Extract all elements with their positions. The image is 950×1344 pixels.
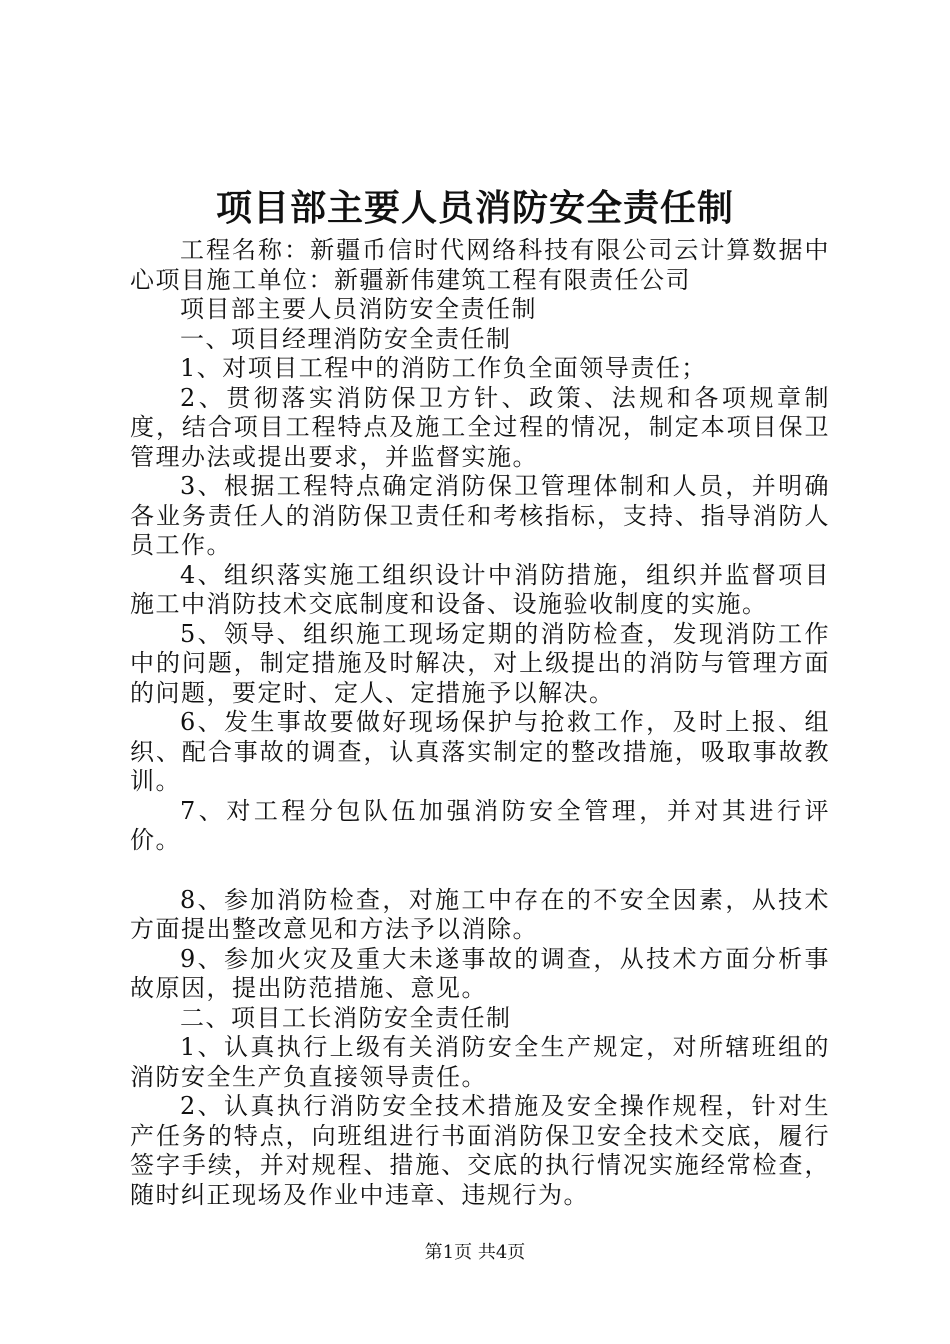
document-title: 项目部主要人员消防安全责任制: [215, 188, 734, 229]
paragraph-item-2: 2、贯彻落实消防保卫方针、政策、法规和各项规章制度，结合项目工程特点及施工全过程的情况，制定本项目保卫管理办法或提出要求，并监督实施。: [130, 383, 830, 471]
paragraph-item-8: 8、参加消防检查，对施工中存在的不安全因素，从技术方面提出整改意见和方法予以消除。: [130, 885, 830, 943]
paragraph-item-3: 3、根据工程特点确定消防保卫管理体制和人员，并明确各业务责任人的消防保卫责任和考核指标，支持、指导消防人员工作。: [130, 472, 830, 559]
section-heading-manager: 一、项目经理消防安全责任制: [180, 324, 512, 353]
paragraph-item-9: 9、参加火灾及重大未遂事故的调查，从技术方面分析事故原因，提出防范措施、意见。: [130, 944, 830, 1002]
paragraph-foreman-item-2: 2、认真执行消防安全技术措施及安全操作规程，针对生产任务的特点，向班组进行书面消防保卫安全技术交底，履行签字手续，并对规程、措施、交底的执行情况实施经常检查，随时纠正现场及作业中违章、违规行为。: [130, 1092, 830, 1209]
document-body: [130, 236, 830, 1210]
paragraph-project-info: 工程名称：新疆币信时代网络科技有限公司云计算数据中心项目施工单位：新疆新伟建筑工程有限责任公司: [130, 236, 830, 294]
paragraph-item-1: 1、对项目工程中的消防工作负全面领导责任；: [180, 354, 707, 382]
paragraph-item-4: 4、组织落实施工组织设计中消防措施，组织并监督项目施工中消防技术交底制度和设备、设施验收制度的实施。: [130, 560, 830, 618]
paragraph-subtitle: 项目部主要人员消防安全责任制: [180, 295, 537, 323]
section-heading-foreman: 二、项目工长消防安全责任制: [180, 1003, 512, 1032]
paragraph-item-7: 7、对工程分包队伍加强消防安全管理，并对其进行评价。: [130, 796, 830, 854]
paragraph-item-5: 5、领导、组织施工现场定期的消防检查，发现消防工作中的问题，制定措施及时解决，对上级提出的消防与管理方面的问题，要定时、定人、定措施予以解决。: [130, 619, 830, 707]
page-footer: 第1页 共4页: [424, 1242, 526, 1263]
paragraph-item-6: 6、发生事故要做好现场保护与抢救工作，及时上报、组织、配合事故的调查，认真落实制定的整改措施，吸取事故教训。: [130, 708, 830, 795]
paragraph-gap: [130, 856, 830, 886]
paragraph-foreman-item-1: 1、认真执行上级有关消防安全生产规定，对所辖班组的消防安全生产负直接领导责任。: [130, 1033, 830, 1091]
